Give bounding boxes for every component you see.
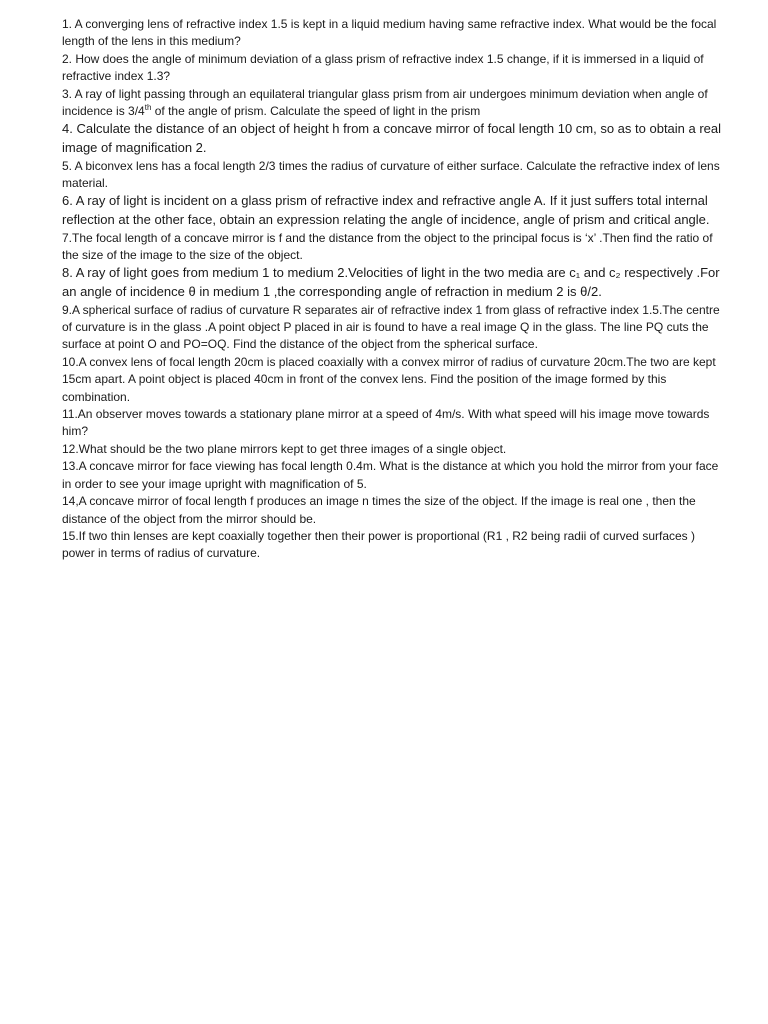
question-5: 5. A biconvex lens has a focal length 2/3 times the radius of curvature of either surface. Calculate the refractive index of lens material. [62,158,720,191]
question-9: 9.A spherical surface of radius of curvature R separates air of refractive index 1 from glass of refractive index 1.5.The centre of curvature is in the glass .A point object P placed in air is found to have a real image Q in the glass. The line PQ cuts the surface at point O and PO=OQ. Find the distance of the object from the spherical surface. [62,302,720,352]
question-8: 8. A ray of light goes from medium 1 to medium 2.Velocities of light in the two media are c₁ and c₂ respectively .For an angle of incidence θ in medium 1 ,the corresponding angle of refraction in medium 2 is θ/2. [62,265,720,300]
question-3-text-start: 3. A ray of light passing through an equilateral triangular glass prism from air undergoes minimum deviation when angle of incidence is 3/4 [62,86,708,119]
question-11: 11.An observer moves towards a stationary plane mirror at a speed of 4m/s. With what speed will his image move towards him? [62,407,710,439]
question-15: 15.If two thin lenses are kept coaxially together then their power is proportional (R1 , R2 being radii of curved surfaces ) power in terms of radius of curvature. [62,528,695,561]
question-12: 12.What should be the two plane mirrors kept to get three images of a single object. [62,441,507,456]
question-14: 14,A concave mirror of focal length f produces an image n times the size of the object. If the image is real one , then the distance of the object from the mirror should be. [62,494,696,526]
question-6: 6. A ray of light is incident on a glass prism of refractive index and refractive angle A. If it just suffers total internal reflection at the other face, obtain an expression relating the angle of incidence, angle of prism and critical angle. [62,193,710,228]
question-3 [62,86,722,121]
question-13: 13.A concave mirror for face viewing has focal length 0.4m. What is the distance at which you hold the mirror from your face in order to see your image upright with magnification of 5. [62,459,719,491]
question-3-text-end: of the angle of prism. Calculate the speed of light in the prism [151,104,481,119]
question-1: 1. A converging lens of refractive index 1.5 is kept in a liquid medium having same refractive index. What would be the focal length of the lens in this medium? [62,17,717,49]
question-2: 2. How does the angle of minimum deviation of a glass prism of refractive index 1.5 change, if it is immersed in a liquid of refractive index 1.3? [62,51,704,84]
question-4: 4. Calculate the distance of an object of height h from a concave mirror of focal length 10 cm, so as to obtain a real image of magnification 2. [62,121,722,156]
question-7: 7.The focal length of a concave mirror is f and the distance from the object to the principal focus is ‘x’ .Then find the ratio of the size of the image to the size of the object. [62,230,713,263]
question-10: 10.A convex lens of focal length 20cm is placed coaxially with a convex mirror of radius of curvature 20cm.The two are kept 15cm apart. A point object is placed 40cm in front of the convex lens. Find the position of the image formed by this combination. [62,354,716,404]
question-list [62,16,722,563]
question-3-superscript: th [144,103,152,113]
